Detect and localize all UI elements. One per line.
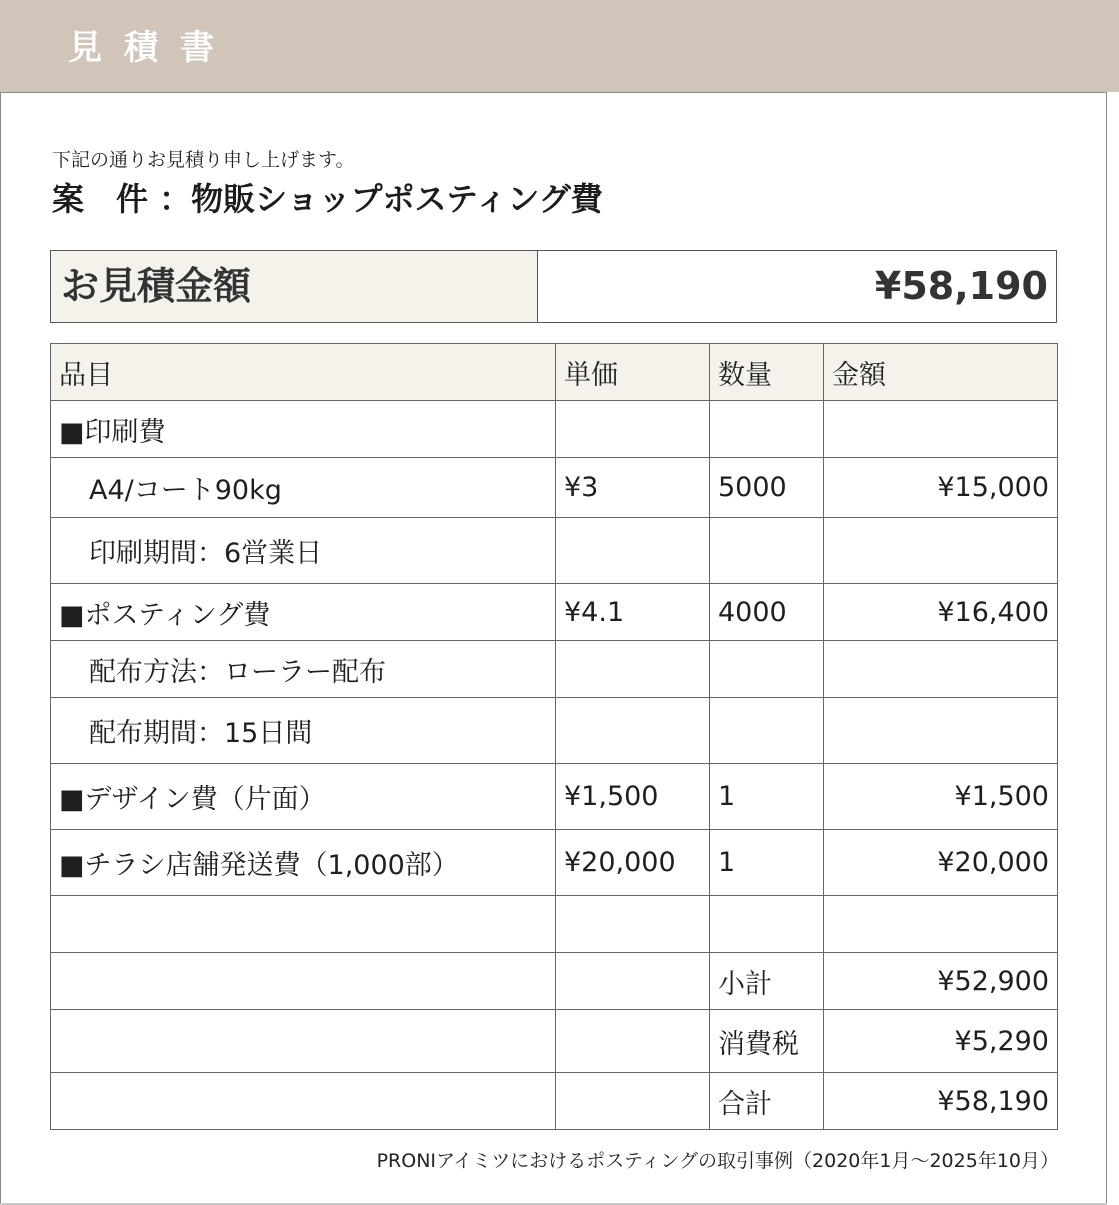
item-cell: A4/コート90kg	[51, 458, 556, 518]
blank-cell	[51, 953, 556, 1010]
header-unit-price: 単価	[556, 344, 710, 401]
unit-price-cell	[556, 401, 710, 458]
quantity-cell: 5000	[710, 458, 824, 518]
unit-price-cell: ¥3	[556, 458, 710, 518]
summary-label: 合計	[710, 1073, 824, 1130]
unit-price-cell	[556, 518, 710, 584]
blank-cell	[556, 1073, 710, 1130]
amount-cell: ¥20,000	[824, 830, 1058, 896]
table-row	[51, 458, 1058, 518]
quantity-cell: 1	[710, 830, 824, 896]
subject-label: 案 件	[52, 180, 149, 218]
table-header-row	[51, 344, 1058, 401]
summary-row	[51, 1073, 1058, 1130]
subject-value: 物販ショップポスティング費	[191, 180, 603, 218]
header-amount: 金額	[824, 344, 1058, 401]
blank-cell	[556, 953, 710, 1010]
table-row	[51, 698, 1058, 764]
document-title: 見積書	[68, 28, 236, 68]
estimate-total-value: ¥58,190	[874, 264, 1048, 308]
table-row	[51, 896, 1058, 953]
amount-cell: ¥16,400	[824, 584, 1058, 641]
unit-price-cell: ¥20,000	[556, 830, 710, 896]
blank-cell	[556, 1010, 710, 1073]
summary-value: ¥5,290	[824, 1010, 1058, 1073]
header-item: 品目	[51, 344, 556, 401]
quantity-cell	[710, 401, 824, 458]
quantity-cell: 1	[710, 764, 824, 830]
summary-row	[51, 953, 1058, 1010]
subject-line	[52, 178, 603, 220]
subject-separator: ：	[159, 180, 192, 218]
estimate-total-box	[50, 250, 1057, 323]
line-items-table	[50, 343, 1058, 1130]
amount-cell: ¥15,000	[824, 458, 1058, 518]
amount-cell	[824, 518, 1058, 584]
item-cell	[51, 896, 556, 953]
quantity-cell	[710, 698, 824, 764]
table-row	[51, 641, 1058, 698]
intro-text: 下記の通りお見積り申し上げます。	[52, 149, 355, 171]
item-cell: ■ポスティング費	[51, 584, 556, 641]
item-cell: 印刷期間：6営業日	[51, 518, 556, 584]
blank-cell	[51, 1010, 556, 1073]
item-cell: ■デザイン費（片面）	[51, 764, 556, 830]
summary-label: 消費税	[710, 1010, 824, 1073]
unit-price-cell	[556, 641, 710, 698]
unit-price-cell: ¥1,500	[556, 764, 710, 830]
table-row	[51, 830, 1058, 896]
table-row	[51, 518, 1058, 584]
quantity-cell: 4000	[710, 584, 824, 641]
summary-value: ¥52,900	[824, 953, 1058, 1010]
amount-cell: ¥1,500	[824, 764, 1058, 830]
quantity-cell	[710, 518, 824, 584]
table-row	[51, 764, 1058, 830]
unit-price-cell	[556, 896, 710, 953]
quantity-cell	[710, 641, 824, 698]
item-cell: 配布方法：ローラー配布	[51, 641, 556, 698]
header-quantity: 数量	[710, 344, 824, 401]
amount-cell	[824, 641, 1058, 698]
summary-label: 小計	[710, 953, 824, 1010]
item-cell: ■印刷費	[51, 401, 556, 458]
header-bar	[0, 0, 1119, 92]
item-cell: 配布期間：15日間	[51, 698, 556, 764]
quantity-cell	[710, 896, 824, 953]
item-cell: ■チラシ店舗発送費（1,000部）	[51, 830, 556, 896]
blank-cell	[51, 1073, 556, 1130]
table-body	[51, 401, 1058, 1130]
summary-row	[51, 1010, 1058, 1073]
summary-value: ¥58,190	[824, 1073, 1058, 1130]
footnote: PRONIアイミツにおけるポスティングの取引事例（2020年1月〜2025年10月）	[376, 1150, 1059, 1172]
estimate-total-label: お見積金額	[51, 251, 538, 322]
unit-price-cell	[556, 698, 710, 764]
amount-cell	[824, 401, 1058, 458]
unit-price-cell: ¥4.1	[556, 584, 710, 641]
amount-cell	[824, 698, 1058, 764]
table-row	[51, 401, 1058, 458]
table-row	[51, 584, 1058, 641]
amount-cell	[824, 896, 1058, 953]
